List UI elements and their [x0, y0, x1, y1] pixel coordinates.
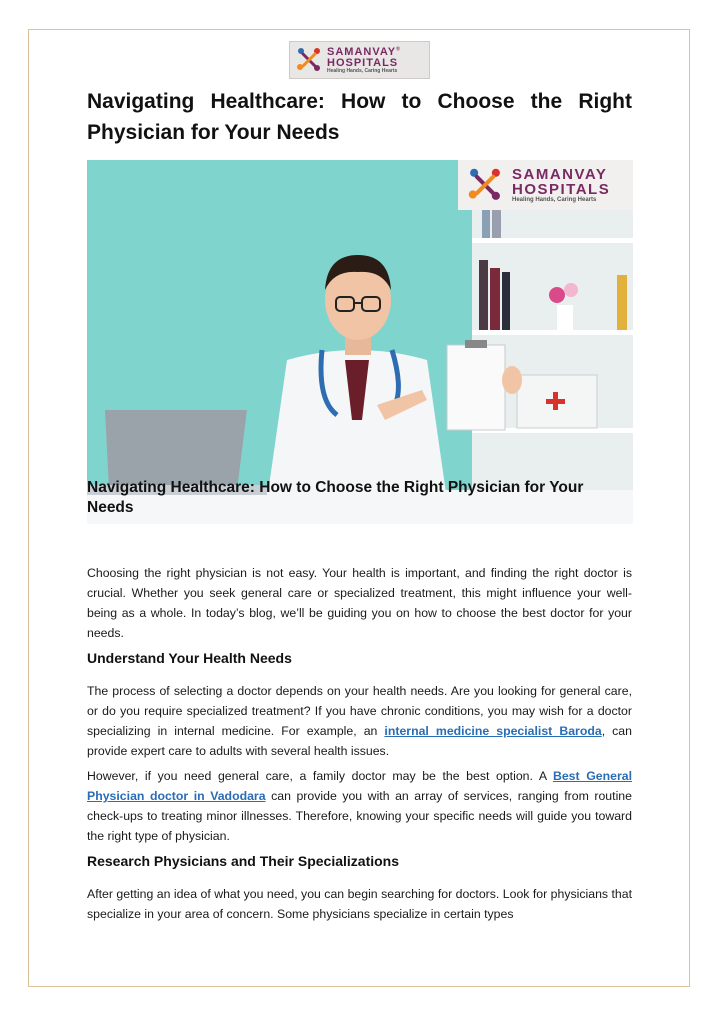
section-heading-health-needs: Understand Your Health Needs: [87, 650, 292, 666]
intro-paragraph: Choosing the right physician is not easy. Your health is important, and finding the right doctor is crucial. Whether you seek general care or specialized treatment, this might influence your well-being as a whole. In today’s blog, we’ll be guiding you on how to choose the best doctor for your needs.: [87, 566, 632, 640]
hero-logo-tagline: Healing Hands, Caring Hearts: [512, 197, 597, 203]
internal-medicine-specialist-link[interactable]: internal medicine specialist Baroda: [384, 724, 602, 738]
health-needs-p2-tail: can provide you with an array of services, ranging from routine check-ups to treating minor illnesses. Therefore, knowing your specific needs will guide you toward the right type of physician.: [87, 789, 632, 843]
logo-tagline: Healing Hands, Caring Hearts: [327, 67, 398, 74]
health-needs-p1-tail: , can provide expert care to adults with several health issues.: [87, 724, 632, 758]
hero-logo-line1: SAMANVAY: [512, 166, 608, 183]
health-needs-paragraph-1: [87, 681, 632, 761]
logo-name-line1: SAMANVAY: [327, 45, 397, 58]
hero-image: [87, 160, 633, 524]
health-needs-p2-text: However, if you need general care, a family doctor may be the best option. A: [87, 769, 553, 783]
hero-logo: [458, 160, 633, 210]
logo-name-line2: HOSPITALS: [327, 56, 399, 69]
hero-caption: Navigating Healthcare: How to Choose the Right Physician for Your Needs: [87, 479, 584, 516]
health-needs-p1-text: The process of selecting a doctor depends on your health needs. Are you looking for general care, or do you require specialized treatment? If you have chronic conditions, you may wish for a doctor specializing in internal medicine. For example, an: [87, 684, 632, 738]
hero-emblem-icon: [466, 166, 504, 204]
doctor-illustration: [87, 160, 633, 524]
research-paragraph: After getting an idea of what you need, you can begin searching for doctors. Look for physicians that specialize in your area of concern. Some physicians specialize in certain types: [87, 887, 632, 921]
general-physician-link[interactable]: Best General Physician doctor in Vadodara: [87, 769, 632, 803]
logo-registered-mark: ®: [396, 45, 401, 52]
hero-logo-line2: HOSPITALS: [512, 181, 611, 198]
health-needs-paragraph-2: [87, 766, 632, 846]
samanvay-emblem-icon: [296, 46, 322, 74]
section-heading-research: Research Physicians and Their Specializations: [87, 853, 400, 869]
samanvay-logo: [289, 41, 430, 79]
page-title: Navigating Healthcare: How to Choose the Right Physician for Your Needs: [87, 90, 632, 144]
